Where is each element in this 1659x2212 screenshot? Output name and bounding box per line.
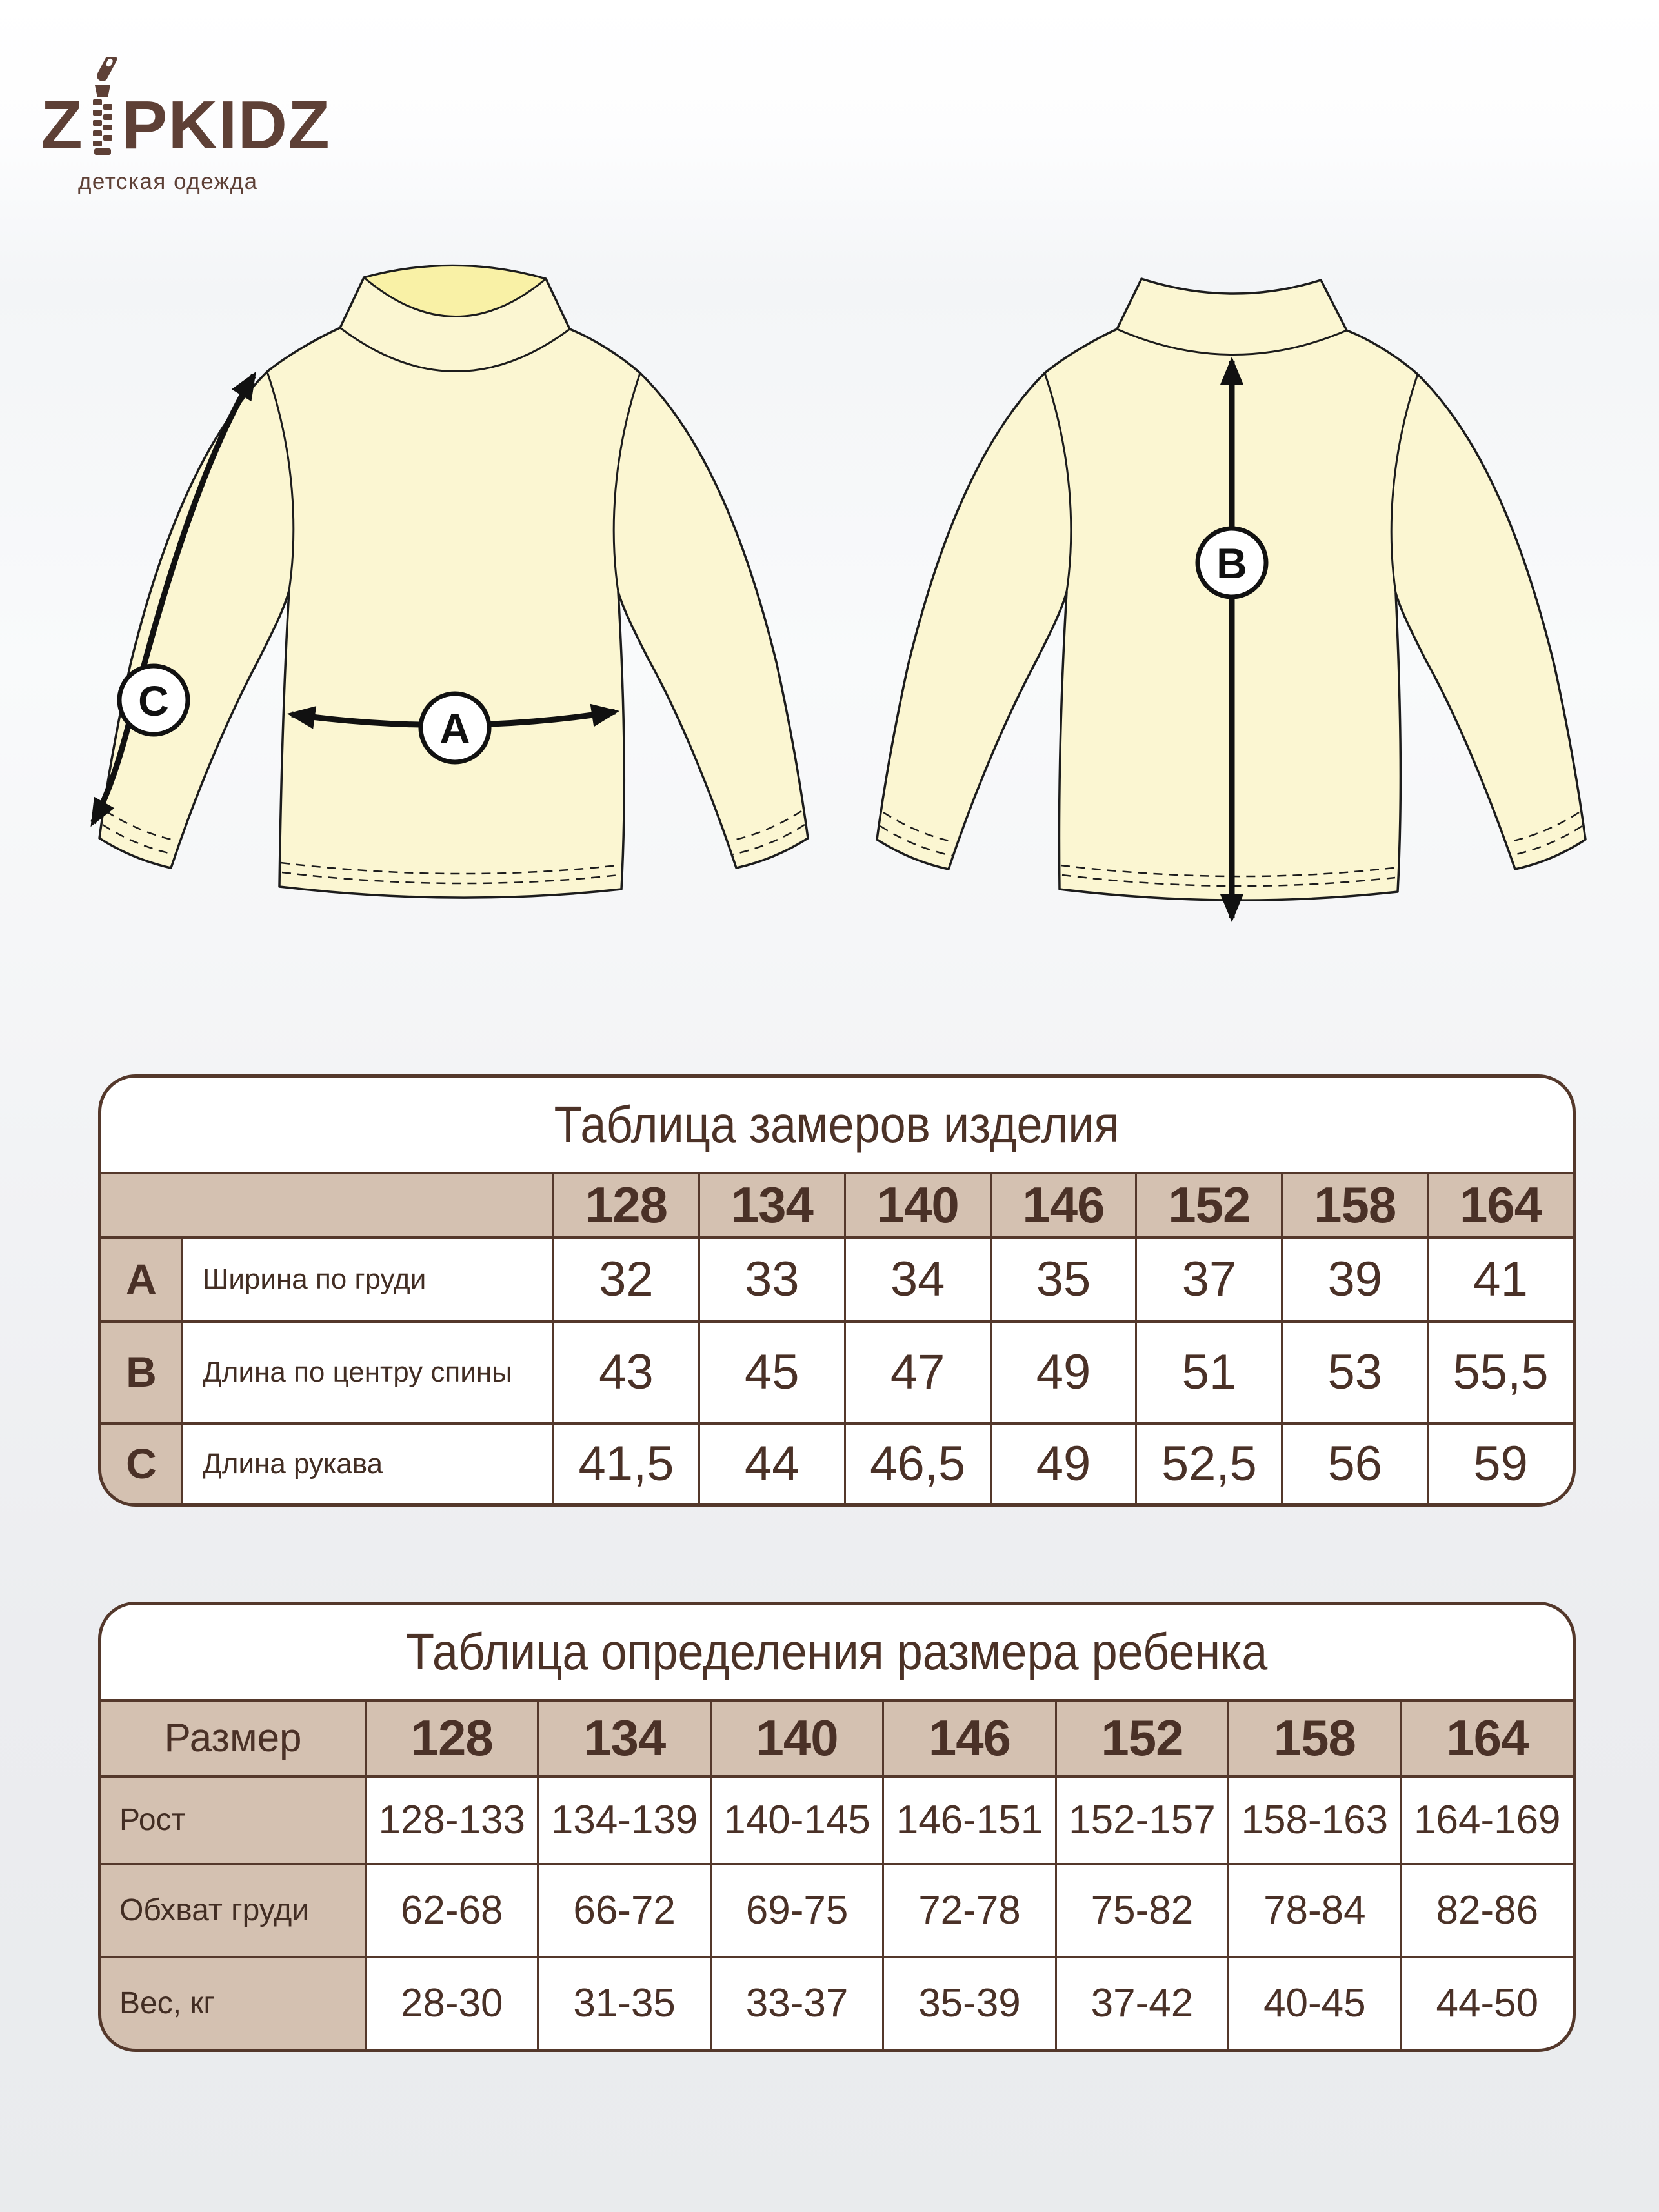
value-cell: 39 [1283, 1239, 1427, 1320]
value-cell: 49 [992, 1323, 1136, 1422]
size-column-header: 128 [554, 1174, 698, 1236]
value-cell: 78-84 [1229, 1865, 1400, 1956]
value-cell: 53 [1283, 1323, 1427, 1422]
row-label: Рост [101, 1778, 365, 1863]
measure-table-card [98, 1074, 1576, 1507]
value-cell: 69-75 [712, 1865, 882, 1956]
row-letter: B [101, 1323, 181, 1422]
value-cell: 56 [1283, 1425, 1427, 1503]
svg-text:A: A [439, 705, 470, 752]
row-letter: A [101, 1239, 181, 1320]
logo-letter-z: Z [41, 87, 83, 164]
measure-table-title: Таблица замеров изделия [554, 1096, 1120, 1153]
value-cell: 43 [554, 1323, 698, 1422]
value-cell: 28-30 [367, 1958, 537, 2049]
value-cell: 37-42 [1057, 1958, 1227, 2049]
value-cell: 35 [992, 1239, 1136, 1320]
value-cell: 51 [1137, 1323, 1281, 1422]
value-cell: 37 [1137, 1239, 1281, 1320]
value-cell: 128-133 [367, 1778, 537, 1863]
value-cell: 44-50 [1402, 1958, 1573, 2049]
size-column-header: 164 [1402, 1702, 1573, 1775]
svg-text:B: B [1216, 539, 1247, 587]
brand-block [41, 57, 330, 195]
measure-table-corner-cell [101, 1174, 552, 1236]
size-table [101, 1699, 1573, 2049]
value-cell: 45 [700, 1323, 844, 1422]
value-cell: 75-82 [1057, 1865, 1227, 1956]
value-cell: 66-72 [539, 1865, 709, 1956]
value-cell: 41,5 [554, 1425, 698, 1503]
size-column-header: 140 [846, 1174, 990, 1236]
zipper-icon [88, 57, 117, 155]
size-table-header-label: Размер [101, 1702, 365, 1775]
value-cell: 164-169 [1402, 1778, 1573, 1863]
measure-table [101, 1172, 1573, 1503]
size-column-header: 128 [367, 1702, 537, 1775]
brand-tagline: детская одежда [78, 169, 258, 194]
front-silhouette [99, 265, 808, 898]
value-cell: 55,5 [1429, 1323, 1573, 1422]
row-label: Вес, кг [101, 1958, 365, 2049]
value-cell: 59 [1429, 1425, 1573, 1503]
brand-logo [41, 57, 330, 164]
value-cell: 52,5 [1137, 1425, 1281, 1503]
garment-back-illustration [877, 279, 1585, 918]
size-column-header: 146 [992, 1174, 1136, 1236]
row-letter: C [101, 1425, 181, 1503]
value-cell: 40-45 [1229, 1958, 1400, 2049]
size-column-header: 146 [884, 1702, 1054, 1775]
value-cell: 41 [1429, 1239, 1573, 1320]
value-cell: 31-35 [539, 1958, 709, 2049]
value-cell: 44 [700, 1425, 844, 1503]
measure-label-b [1198, 528, 1266, 597]
value-cell: 62-68 [367, 1865, 537, 1956]
garment-measurement-diagram [39, 245, 1626, 955]
size-column-header: 152 [1137, 1174, 1281, 1236]
measure-label-a [421, 694, 489, 762]
size-table-title: Таблица определения размера ребенка [406, 1623, 1268, 1680]
value-cell: 72-78 [884, 1865, 1054, 1956]
svg-text:C: C [138, 677, 169, 725]
value-cell: 82-86 [1402, 1865, 1573, 1956]
size-column-header: 134 [539, 1702, 709, 1775]
measure-label-c [119, 666, 188, 734]
row-label: Ширина по груди [183, 1239, 552, 1320]
logo-letters-pkidz: PKIDZ [121, 87, 330, 164]
value-cell: 32 [554, 1239, 698, 1320]
value-cell: 47 [846, 1323, 990, 1422]
size-column-header: 152 [1057, 1702, 1227, 1775]
size-column-header: 164 [1429, 1174, 1573, 1236]
value-cell: 140-145 [712, 1778, 882, 1863]
value-cell: 152-157 [1057, 1778, 1227, 1863]
value-cell: 34 [846, 1239, 990, 1320]
size-column-header: 158 [1229, 1702, 1400, 1775]
row-label: Длина по центру спины [183, 1323, 552, 1422]
value-cell: 134-139 [539, 1778, 709, 1863]
size-table-card [98, 1602, 1576, 2052]
value-cell: 146-151 [884, 1778, 1054, 1863]
garment-front-illustration [93, 265, 808, 898]
size-column-header: 140 [712, 1702, 882, 1775]
value-cell: 46,5 [846, 1425, 990, 1503]
size-column-header: 158 [1283, 1174, 1427, 1236]
row-label: Обхват груди [101, 1865, 365, 1956]
row-label: Длина рукава [183, 1425, 552, 1503]
value-cell: 33-37 [712, 1958, 882, 2049]
value-cell: 33 [700, 1239, 844, 1320]
size-column-header: 134 [700, 1174, 844, 1236]
value-cell: 49 [992, 1425, 1136, 1503]
value-cell: 158-163 [1229, 1778, 1400, 1863]
value-cell: 35-39 [884, 1958, 1054, 2049]
